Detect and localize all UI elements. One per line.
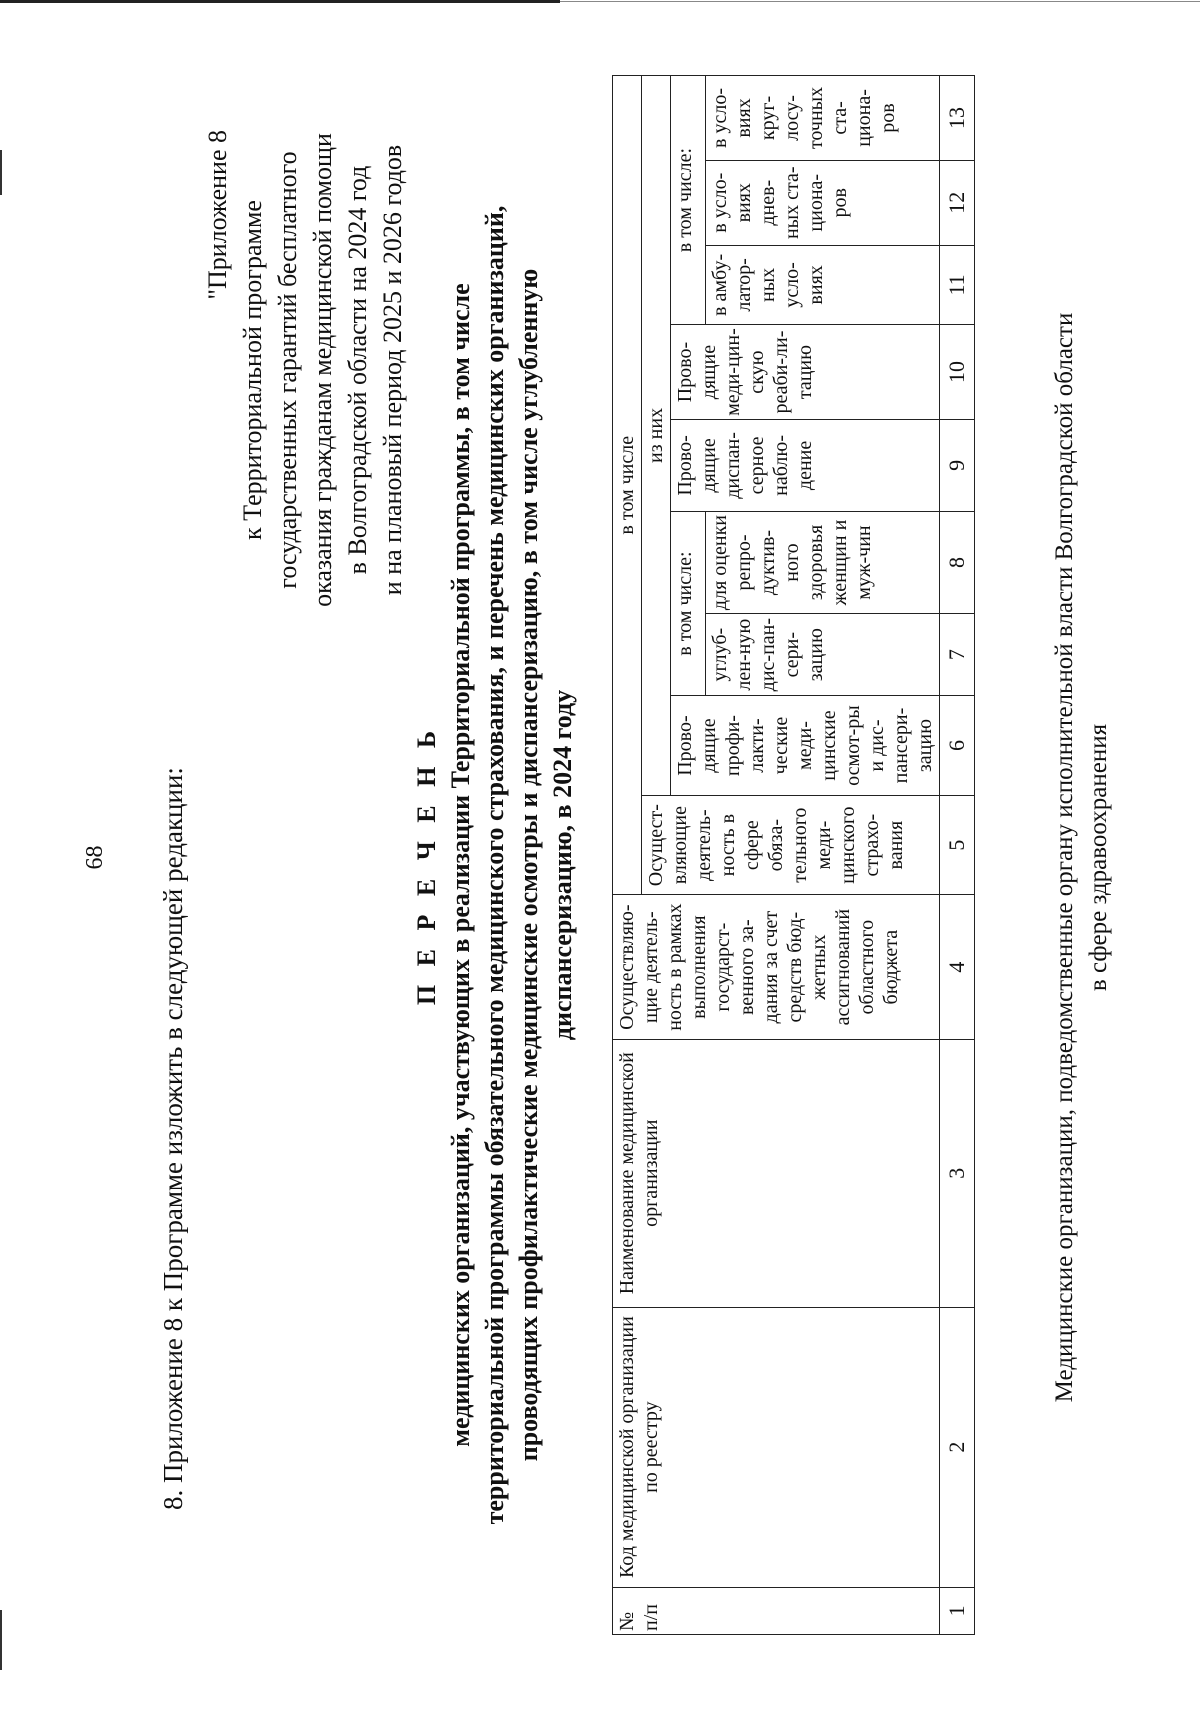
column-number: 4 [940,895,975,1039]
appendix-line: оказания гражданам медицинской помощи [308,133,337,607]
intro-line: 8. Приложение 8 к Программе изложить в следующей редакции: [158,767,188,1510]
appendix-line: в Волгоградской области на 2024 год [343,165,372,575]
page-number: 68 [82,845,108,870]
column-number: 1 [940,1587,975,1634]
column-number: 3 [940,1039,975,1307]
header-org-name: Наименование медицинской организации [613,1039,940,1307]
appendix-line: и на плановый период 2025 и 2026 годов [378,144,407,596]
column-number: 10 [940,325,975,420]
column-number: 13 [940,76,975,161]
appendix-line: государственных гарантий бесплатного [273,151,302,589]
document-title [410,115,580,1615]
header-24h-hospital: в усло-виях круг-лосу-точных ста-циона-ров [705,76,939,161]
column-number: 12 [940,160,975,245]
title-line: медицинских организаций, участвующих в реализации Территориальной программы, в том числе [446,283,475,1447]
title-line: проводящих профилактические медицинские осмотры и диспансеризацию, в том числе углубленную [514,268,543,1462]
appendix-header [200,90,410,650]
header-registry-code: Код медицинской организации по реестру [613,1307,940,1587]
appendix-line: "Приложение 8 [203,130,232,300]
header-reproductive-health: для оценки репро-дуктив-ного здоровья женщин и муж-чин [705,511,939,613]
header-of-them: из них [642,76,671,796]
column-number: 9 [940,419,975,511]
header-oms-activity: Осущест-вляющие деятель-ность в сфере обяза-тельного меди-цинского страхо-вания [642,795,940,895]
column-number: 11 [940,245,975,325]
section-caption [1048,0,1116,1715]
column-number: 6 [940,696,975,796]
header-rehabilitation: Прово-дящие меди-цин-скую реаби-ли-тацию [671,325,940,420]
column-number-row [940,76,975,1635]
header-number: № п/п [613,1587,940,1634]
header-including-prof: в том числе: [671,511,706,695]
title-line: территориальной программы обязательного медицинского страхования, и перечень медицинских организаций, [480,205,509,1525]
header-budget-activity: Осуществляю-щие деятель-ность в рамках выполнения государст-венного за-дания за счет средств бюд-жетных ассигнований областного бюджета [613,895,940,1039]
header-preventive-exams: Прово-дящие профи-лакти-ческие меди-цинские осмот-ры и дис-пансери-зацию [671,696,940,796]
header-deep-dispensarization: углуб-лен-ную дис-пан-сери-зацию [705,614,939,696]
title-line: диспансеризацию, в 2024 году [548,689,577,1041]
section-caption-line: Медицинские организации, подведомственные органу исполнительной власти Волгоградской области [1051,312,1078,1403]
header-outpatient: в амбу-латор-ных усло-виях [705,245,939,325]
column-number: 5 [940,795,975,895]
column-number: 8 [940,511,975,613]
header-including: в том числе [613,76,642,895]
organizations-table [612,75,975,1635]
section-caption-line: в сфере здравоохранения [1085,723,1112,992]
column-number: 2 [940,1307,975,1587]
header-including-rehab: в том числе: [671,76,706,325]
column-number: 7 [940,614,975,696]
header-dispensary-observation: Прово-дящие диспан-серное наблю-дение [671,419,940,511]
header-day-hospital: в усло-виях днев-ных ста-циона-ров [705,160,939,245]
appendix-line: к Территориальной программе [238,200,267,540]
title-heading: П Е Р Е Ч Е Н Ь [412,724,441,1006]
